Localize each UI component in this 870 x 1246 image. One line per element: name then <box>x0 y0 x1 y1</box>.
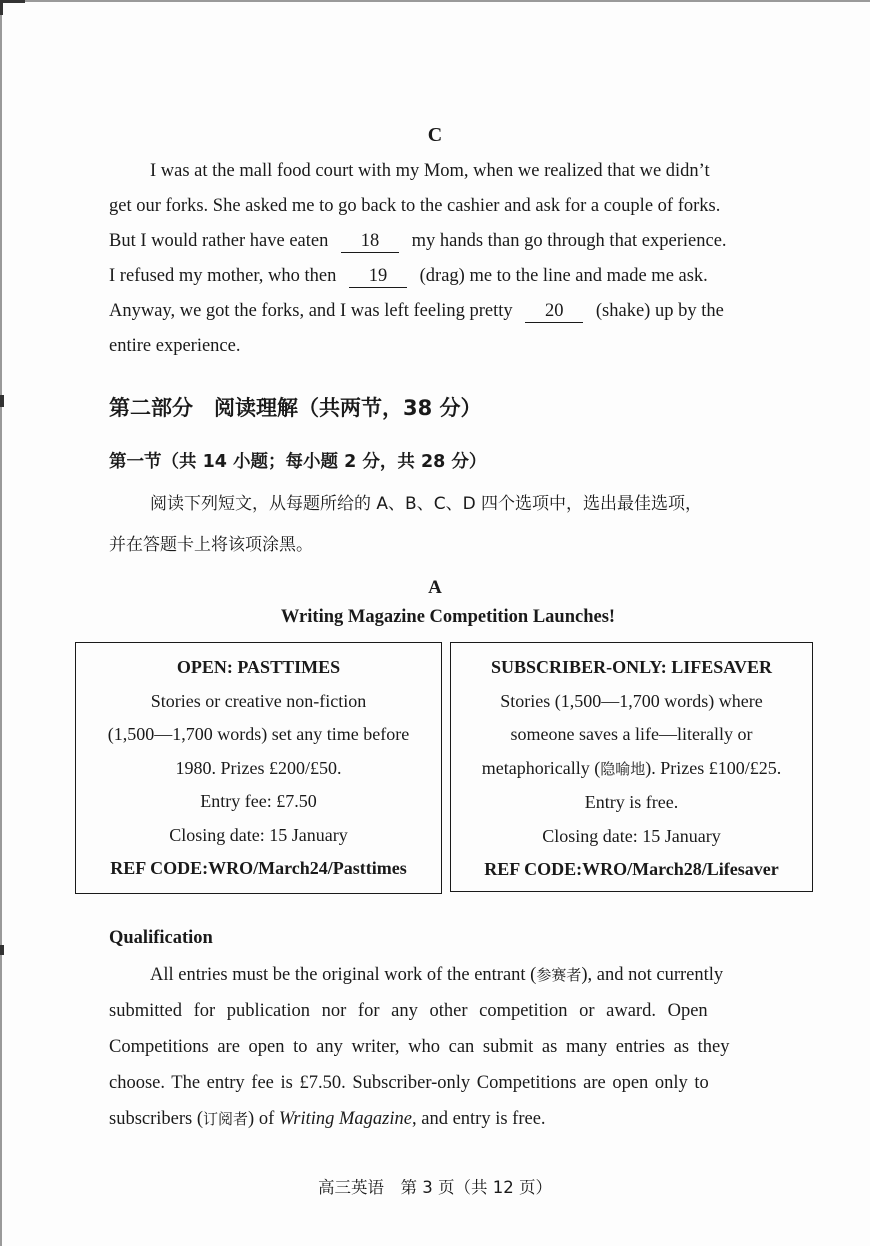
blank-20: 20 <box>525 300 583 323</box>
qualification-heading: Qualification <box>109 928 213 948</box>
text-line: entire experience. <box>109 336 241 356</box>
box-heading: SUBSCRIBER-ONLY: LIFESAVER <box>491 657 772 677</box>
page-edge-top <box>0 0 870 2</box>
cn-gloss: 订阅者 <box>203 1110 249 1128</box>
text-segment: subscribers ( <box>109 1109 204 1129</box>
text-segment: my hands than go through that experience. <box>411 231 727 251</box>
box-line: someone saves a life—literally or <box>510 724 753 744</box>
section-c-paragraph <box>109 154 785 364</box>
page-footer: 高三英语 第 3 页（共 12 页） <box>318 1178 552 1197</box>
blank-19: 19 <box>349 265 407 288</box>
box-heading: OPEN: PASTTIMES <box>176 657 341 677</box>
passage-a-title: Writing Magazine Competition Launches! <box>280 607 616 627</box>
text-segment: I refused my mother, who then <box>109 266 337 286</box>
text-segment: ), and not currently <box>581 965 724 985</box>
text-line <box>109 957 785 993</box>
text-line: submitted for publication nor for any other competition or award. Open <box>109 1001 708 1021</box>
ref-code: REF CODE:WRO/March28/Lifesaver <box>484 859 779 879</box>
section-c-label: C <box>427 124 443 146</box>
instruction-line: 并在答题卡上将该项涂黑。 <box>109 535 313 555</box>
scan-tick-mark <box>0 945 4 955</box>
blank-18: 18 <box>341 230 399 253</box>
magazine-name: Writing Magazine <box>278 1109 412 1129</box>
box-line: Stories (1,500—1,700 words) where <box>500 690 763 711</box>
text-line: Competitions are open to any writer, who can submit as many entries as they <box>109 1037 730 1057</box>
text-line <box>109 1101 785 1137</box>
text-line <box>109 294 785 329</box>
closing-date: Closing date: 15 January <box>169 824 348 845</box>
entry-fee: Entry is free. <box>584 792 679 812</box>
text-line: I was at the mall food court with my Mom, when we realized that we didn’t <box>150 161 710 181</box>
scan-corner-mark <box>0 0 25 15</box>
box-line: (1,500—1,700 words) set any time before <box>107 724 410 744</box>
open-competition-box <box>75 642 442 894</box>
part2-heading: 第二部分 阅读理解（共两节，38 分） <box>109 396 482 420</box>
text-segment: ) of <box>248 1109 279 1129</box>
cn-gloss: 参赛者 <box>536 966 582 984</box>
text-segment: (drag) me to the line and made me ask. <box>419 266 708 286</box>
ref-code: REF CODE:WRO/March24/Pasttimes <box>110 858 407 878</box>
text-segment: ). Prizes £100/£25. <box>645 757 782 778</box>
entry-fee: Entry fee: £7.50 <box>200 791 317 811</box>
box-line: 1980. Prizes £200/£50. <box>175 757 342 778</box>
closing-date: Closing date: 15 January <box>542 825 721 846</box>
text-line: get our forks. She asked me to go back to the cashier and ask for a couple of forks. <box>109 196 721 216</box>
qualification-paragraph <box>109 957 785 1137</box>
text-segment: metaphorically ( <box>481 757 601 778</box>
instruction-line: 阅读下列短文，从每题所给的 A、B、C、D 四个选项中，选出最佳选项， <box>150 494 703 514</box>
subscriber-competition-box <box>450 642 813 892</box>
text-line: choose. The entry fee is £7.50. Subscriber-only Competitions are open only to <box>109 1073 709 1093</box>
box-line <box>451 752 812 787</box>
text-segment: But I would rather have eaten <box>109 231 329 251</box>
text-line <box>109 224 785 259</box>
text-segment: , and entry is free. <box>411 1109 546 1129</box>
section1-heading: 第一节（共 14 小题；每小题 2 分，共 28 分） <box>109 452 487 472</box>
cn-gloss: 隐喻地 <box>600 759 646 778</box>
passage-a-label: A <box>428 577 442 598</box>
scan-tick-mark <box>0 395 4 407</box>
text-segment: (shake) up by the <box>595 301 724 321</box>
text-line <box>109 259 785 294</box>
box-line: Stories or creative non-fiction <box>150 690 367 711</box>
text-segment: Anyway, we got the forks, and I was left feeling pretty <box>109 301 513 321</box>
text-segment: All entries must be the original work of the entrant ( <box>150 965 537 985</box>
